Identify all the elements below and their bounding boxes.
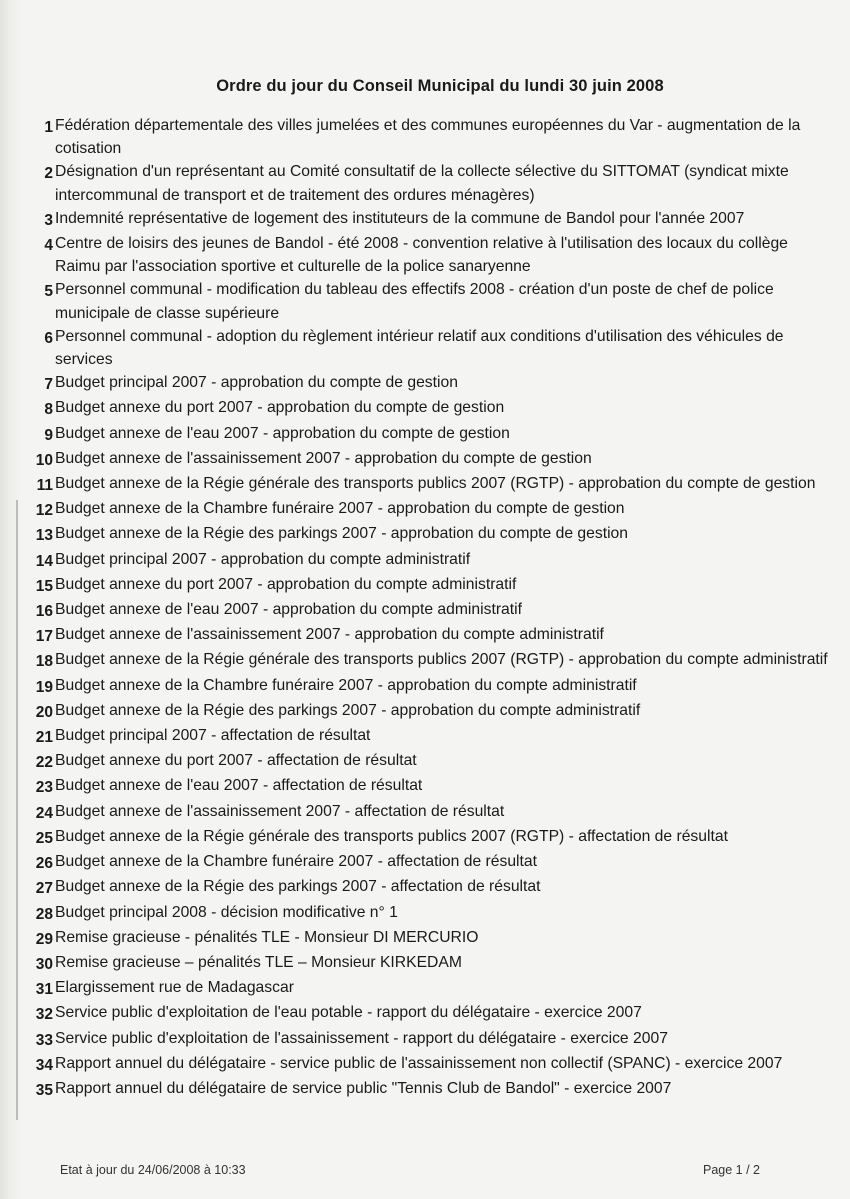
agenda-item-number: 19 bbox=[35, 678, 53, 696]
agenda-item bbox=[18, 724, 830, 749]
agenda-item-text: Remise gracieuse – pénalités TLE – Monsieur KIRKEDAM bbox=[55, 953, 462, 971]
agenda-item-text: Désignation d'un représentant au Comité consultatif de la collecte sélective du SITTOMAT (syndicat mixte intercommunal de transport et de traitement des ordures ménagères) bbox=[55, 163, 789, 204]
agenda-item-text: Remise gracieuse - pénalités TLE - Monsieur DI MERCURIO bbox=[55, 928, 479, 946]
footer-update-date: Etat à jour du 24/06/2008 à 10:33 bbox=[60, 1163, 246, 1177]
agenda-item-text: Budget principal 2008 - décision modificative n° 1 bbox=[55, 903, 398, 921]
agenda-item-number: 2 bbox=[44, 165, 53, 183]
agenda-item-text: Budget annexe de l'assainissement 2007 - affectation de résultat bbox=[55, 802, 505, 820]
agenda-item bbox=[18, 1077, 830, 1102]
agenda-item-text: Budget annexe du port 2007 - approbation du compte de gestion bbox=[55, 399, 505, 417]
agenda-item bbox=[18, 901, 830, 926]
agenda-item-number: 14 bbox=[35, 552, 53, 570]
agenda-item-number: 16 bbox=[35, 603, 53, 621]
agenda-item-number: 30 bbox=[35, 955, 53, 973]
agenda-item-number: 4 bbox=[44, 237, 53, 255]
agenda-item-text: Elargissement rue de Madagascar bbox=[55, 979, 294, 997]
agenda-item bbox=[18, 598, 830, 623]
agenda-item bbox=[18, 749, 830, 774]
agenda-item-text: Budget annexe de la Régie générale des transports publics 2007 (RGTP) - affectation de résultat bbox=[55, 827, 728, 845]
agenda-item bbox=[18, 1001, 830, 1026]
agenda-item-number: 21 bbox=[35, 729, 53, 747]
agenda-item-text: Budget principal 2007 - approbation du compte de gestion bbox=[55, 374, 458, 392]
agenda-item-number: 5 bbox=[44, 283, 53, 301]
agenda-item bbox=[18, 207, 830, 232]
agenda-item-number: 35 bbox=[35, 1081, 53, 1099]
agenda-item-number: 17 bbox=[35, 628, 53, 646]
agenda-item bbox=[18, 422, 830, 447]
agenda-item-number: 12 bbox=[35, 502, 53, 520]
agenda-item-text: Budget annexe de l'assainissement 2007 - approbation du compte de gestion bbox=[55, 449, 592, 467]
agenda-item-number: 7 bbox=[44, 376, 53, 394]
agenda-item bbox=[18, 325, 830, 371]
agenda-item-text: Service public d'exploitation de l'assainissement - rapport du délégataire - exercice 2007 bbox=[55, 1029, 668, 1047]
agenda-item-text: Centre de loisirs des jeunes de Bandol - été 2008 - convention relative à l'utilisation des locaux du collège Raimu par l'association sportive et culturelle de la police sanaryenne bbox=[55, 235, 788, 276]
agenda-item-number: 25 bbox=[35, 829, 53, 847]
agenda-item-number: 26 bbox=[35, 855, 53, 873]
agenda-item-text: Indemnité représentative de logement des instituteurs de la commune de Bandol pour l'année 2007 bbox=[55, 209, 745, 227]
agenda-item-number: 10 bbox=[35, 451, 53, 469]
agenda-item-text: Budget annexe du port 2007 - approbation du compte administratif bbox=[55, 575, 517, 593]
agenda-item-text: Service public d'exploitation de l'eau potable - rapport du délégataire - exercice 2007 bbox=[55, 1004, 642, 1022]
agenda-item bbox=[18, 522, 830, 547]
agenda-item bbox=[18, 674, 830, 699]
agenda-item-text: Budget annexe de la Chambre funéraire 2007 - approbation du compte de gestion bbox=[55, 500, 625, 518]
agenda-item bbox=[18, 1052, 830, 1077]
agenda-item bbox=[18, 232, 830, 278]
agenda-item-number: 9 bbox=[44, 426, 53, 444]
agenda-list bbox=[18, 114, 830, 1102]
agenda-item-text: Budget annexe de la Régie des parkings 2007 - approbation du compte de gestion bbox=[55, 525, 628, 543]
agenda-item-text: Budget annexe de l'eau 2007 - approbation du compte de gestion bbox=[55, 424, 510, 442]
agenda-item-number: 28 bbox=[35, 905, 53, 923]
agenda-item-text: Budget annexe de l'eau 2007 - approbation du compte administratif bbox=[55, 601, 522, 619]
agenda-item-number: 1 bbox=[44, 119, 53, 136]
agenda-item-number: 8 bbox=[44, 401, 53, 419]
agenda-item-text: Rapport annuel du délégataire de service public "Tennis Club de Bandol" - exercice 2007 bbox=[55, 1079, 672, 1097]
agenda-item bbox=[18, 976, 830, 1001]
agenda-item-number: 11 bbox=[36, 477, 53, 495]
agenda-item-text: Fédération départementale des villes jumelées et des communes européennes du Var - augmentation de la cotisation bbox=[55, 117, 801, 158]
agenda-item bbox=[18, 371, 830, 396]
agenda-item bbox=[18, 648, 830, 673]
agenda-item-text: Budget annexe de la Chambre funéraire 2007 - approbation du compte administratif bbox=[55, 676, 637, 694]
agenda-item bbox=[18, 699, 830, 724]
agenda-item-number: 3 bbox=[44, 211, 53, 229]
agenda-item bbox=[18, 774, 830, 799]
agenda-item-number: 15 bbox=[35, 577, 53, 595]
agenda-item-number: 29 bbox=[35, 930, 53, 948]
agenda-item bbox=[18, 573, 830, 598]
agenda-item-text: Budget annexe de la Chambre funéraire 2007 - affectation de résultat bbox=[55, 853, 537, 871]
agenda-item-number: 27 bbox=[35, 880, 53, 898]
agenda-item-number: 23 bbox=[35, 779, 53, 797]
agenda-item bbox=[18, 497, 830, 522]
agenda-item-text: Budget annexe du port 2007 - affectation de résultat bbox=[55, 752, 417, 770]
agenda-item bbox=[18, 926, 830, 951]
agenda-item bbox=[18, 825, 830, 850]
agenda-item-number: 20 bbox=[35, 703, 53, 721]
agenda-item-text: Personnel communal - modification du tableau des effectifs 2008 - création d'un poste de chef de police municipale de classe supérieure bbox=[55, 281, 774, 322]
footer-page-number: Page 1 / 2 bbox=[703, 1163, 760, 1177]
agenda-item bbox=[18, 447, 830, 472]
agenda-item bbox=[18, 472, 830, 497]
agenda-item bbox=[18, 548, 830, 573]
agenda-item bbox=[18, 396, 830, 421]
agenda-item bbox=[18, 278, 830, 324]
agenda-item-number: 31 bbox=[35, 981, 53, 999]
agenda-item bbox=[18, 800, 830, 825]
agenda-item bbox=[18, 623, 830, 648]
agenda-item bbox=[18, 114, 830, 160]
agenda-item-number: 32 bbox=[35, 1006, 53, 1024]
agenda-item-text: Budget annexe de l'assainissement 2007 - approbation du compte administratif bbox=[55, 626, 604, 644]
agenda-item bbox=[18, 875, 830, 900]
agenda-item-text: Budget annexe de la Régie des parkings 2007 - affectation de résultat bbox=[55, 878, 541, 896]
agenda-item-text: Budget principal 2007 - approbation du compte administratif bbox=[55, 550, 471, 568]
agenda-item-text: Budget annexe de la Régie des parkings 2007 - approbation du compte administratif bbox=[55, 701, 641, 719]
agenda-item bbox=[18, 850, 830, 875]
agenda-item-text: Budget annexe de la Régie générale des transports publics 2007 (RGTP) - approbation du compte administratif bbox=[55, 651, 828, 669]
agenda-item-number: 6 bbox=[44, 329, 53, 347]
page-title: Ordre du jour du Conseil Municipal du lundi 30 juin 2008 bbox=[216, 77, 664, 96]
agenda-item bbox=[18, 951, 830, 976]
agenda-item-text: Budget annexe de la Régie générale des transports publics 2007 (RGTP) - approbation du compte de gestion bbox=[55, 475, 816, 493]
agenda-item-text: Budget principal 2007 - affectation de résultat bbox=[55, 727, 371, 745]
agenda-item-text: Rapport annuel du délégataire - service public de l'assainissement non collectif (SPANC) - exercice 2007 bbox=[55, 1054, 783, 1072]
agenda-item-number: 34 bbox=[35, 1056, 53, 1074]
agenda-item-number: 18 bbox=[35, 653, 53, 671]
agenda-item-number: 13 bbox=[35, 527, 53, 545]
agenda-item-text: Budget annexe de l'eau 2007 - affectation de résultat bbox=[55, 777, 423, 795]
agenda-item bbox=[18, 160, 830, 206]
agenda-item bbox=[18, 1027, 830, 1052]
agenda-item-number: 22 bbox=[35, 754, 53, 772]
agenda-item-number: 33 bbox=[35, 1031, 53, 1049]
agenda-item-text: Personnel communal - adoption du règlement intérieur relatif aux conditions d'utilisation des véhicules de services bbox=[55, 327, 784, 369]
agenda-item-number: 24 bbox=[35, 804, 53, 822]
